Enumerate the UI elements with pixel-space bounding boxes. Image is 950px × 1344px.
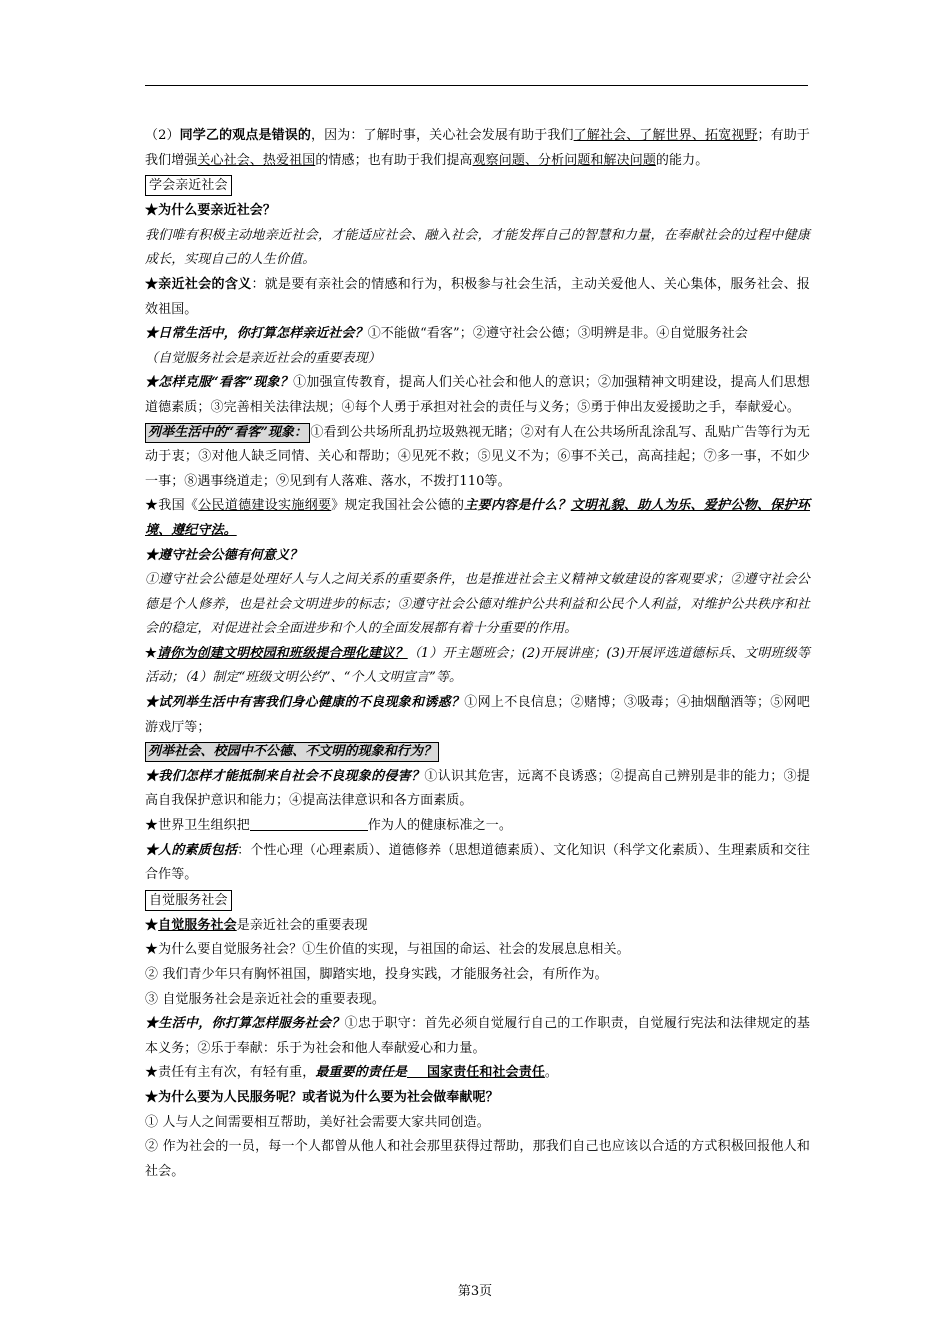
item-social-morality: ★我国《公民道德建设实施纲要》规定我国社会公德的主要内容是什么？文明礼貌、助人为乐、爱护公物、保护环境、遵纪守法。 [145, 498, 810, 538]
item-resist-harm: ★我们怎样才能抵制来自社会不良现象的侵害？①认识其危害，远离不良诱惑；②提高自己辨别是非的能力；③提高自我保护意识和能力；④提高法律意识和各方面素质。 [145, 768, 810, 809]
item-why-serve-3: ③ 自觉服务社会是亲近社会的重要表现。 [145, 991, 386, 1007]
section-heading-approach-society: 学会亲近社会 [145, 175, 232, 196]
item-why-serve-2: ② 我们青少年只有胸怀祖国，脚踏实地，投身实践，才能服务社会，有所作为。 [145, 967, 608, 982]
underlined-phrase: 了解社会、了解世界、拓宽视野 [573, 128, 758, 143]
item-daily-approach: ★日常生活中，你打算怎样亲近社会？①不能做“看客”；②遵守社会公德；③明辨是非。④自觉服务社会 [145, 326, 748, 342]
paragraph-viewpoint: （2）同学乙的观点是错误的，因为：了解时事，关心社会发展有助于我们了解社会、了解世界、拓宽视野；有助于我们增强关心社会、热爱祖国的情感；也有助于我们提高观察问题、分析问题和解决问题的能力。 [145, 128, 810, 168]
viewpoint-claim: 同学乙的观点是错误的 [179, 128, 311, 143]
page-number: 第3页 [457, 1284, 493, 1299]
fill-blank [407, 1063, 427, 1078]
fill-blank [250, 816, 368, 831]
header-rule [145, 85, 808, 86]
item-who-standard: ★世界卫生组织把 作为人的健康标准之一。 [145, 818, 512, 834]
item-how-serve: ★生活中，你打算怎样服务社会？①忠于职守：首先必须自觉履行自己的工作职责，自觉履行宪法和法律规定的基本义务；②乐于奉献：乐于为社会和他人奉献爱心和力量。 [145, 1016, 810, 1056]
question-why-approach: ★为什么要亲近社会？ [145, 203, 277, 219]
item-serve-expression: ★自觉服务社会是亲近社会的重要表现 [145, 917, 368, 933]
question-why-serve-people: ★为什么要为人民服务呢？或者说为什么要为社会做奉献呢？ [145, 1089, 499, 1105]
section-heading-wrap [145, 888, 810, 914]
item-meaning: ★亲近社会的含义：就是要有亲社会的情感和行为，积极参与社会生活，主动关爱他人、关心集体，服务社会、报效祖国。 [145, 276, 810, 317]
underlined-phrase: 观察问题、分析问题和解决问题 [472, 152, 656, 168]
item-harmful-phenomena: ★试列举生活中有害我们身心健康的不良现象和诱惑？①网上不良信息；②赌博；③吸毒；④抽烟酗酒等；⑤网吧游戏厅等； [145, 695, 810, 735]
answer-serve-people-1: ① 人与人之间需要相互帮助，美好社会需要大家共同创造。 [145, 1114, 490, 1130]
question-morality-significance: ★遵守社会公德有何意义？ [145, 547, 303, 563]
underlined-phrase: 关心社会、热爱祖国 [197, 152, 316, 168]
item-list-spectator: 列举生活中的“看客”现象： ①看到公共场所乱扔垃圾熟视无睹；②对有人在公共场所乱涂乱写、乱贴广告等行为无动于衷；③对他人缺乏同情、关心和帮助；④见死不救；⑤见义不为；⑥事不关己，高高挂起；⑦多一事，不如少一事；⑧遇事绕道走；⑨见到有人落难、落水，不拨打110等。 [145, 424, 810, 489]
answer-serve-people-2: ② 作为社会的一员，每一个人都曾从他人和社会那里获得过帮助，那我们自己也应该以合适的方式积极回报他人和社会。 [145, 1139, 810, 1179]
section-heading-wrap [145, 173, 810, 199]
answer-why-approach: 我们唯有积极主动地亲近社会，才能适应社会、融入社会，才能发挥自己的智慧和力量，在奉献社会的过程中健康成长，实现自己的人生价值。 [145, 227, 810, 268]
section-heading-serve-society: 自觉服务社会 [145, 890, 232, 911]
item-responsibility: ★责任有主有次，有轻有重，最重要的责任是 国家责任和社会责任。 [145, 1065, 559, 1081]
item-list-immoral [145, 740, 810, 765]
note-daily-approach: （自觉服务社会是亲近社会的重要表现） [145, 350, 381, 366]
item-civilized-campus: ★请你为创建文明校园和班级提合理化建议？（1）开主题班会；(2)开展讲座；(3)开展评选道德标兵、文明班级等活动；（4）制定“班级文明公约”、“个人文明宣言”等。 [145, 645, 810, 686]
item-overcome-spectator: ★怎样克服“看客”现象？①加强宣传教育，提高人们关心社会和他人的意识；②加强精神文明建设，提高人们思想道德素质；③完善相关法律法规；④每个人勇于承担对社会的责任与义务；⑤勇于伸出友爱援助之手，奉献爱心。 [145, 375, 810, 415]
item-human-quality: ★人的素质包括：个性心理（心理素质）、道德修养（思想道德素质）、文化知识（科学文化素质）、生理素质和交往合作等。 [145, 842, 810, 883]
boxed-label: 列举生活中的“看客”现象： [145, 423, 310, 443]
answer-morality-significance: ①遵守社会公德是处理好人与人之间关系的重要条件，也是推进社会主义精神文敏建设的客观要求；②遵守社会公德是个人修养，也是社会文明进步的标志；③遵守社会公德对维护公共利益和公民个人利益，对维护公共秩序和社会的稳定，对促进社会全面进步和个人的全面发展都有着十分重要的作用。 [145, 572, 810, 637]
item-why-serve: ★为什么要自觉服务社会？①生价值的实现，与祖国的命运、社会的发展息息相关。 [145, 942, 630, 958]
document-body [145, 124, 810, 1184]
boxed-label: 列举社会、校园中不公德、不文明的现象和行为？ [145, 742, 439, 762]
